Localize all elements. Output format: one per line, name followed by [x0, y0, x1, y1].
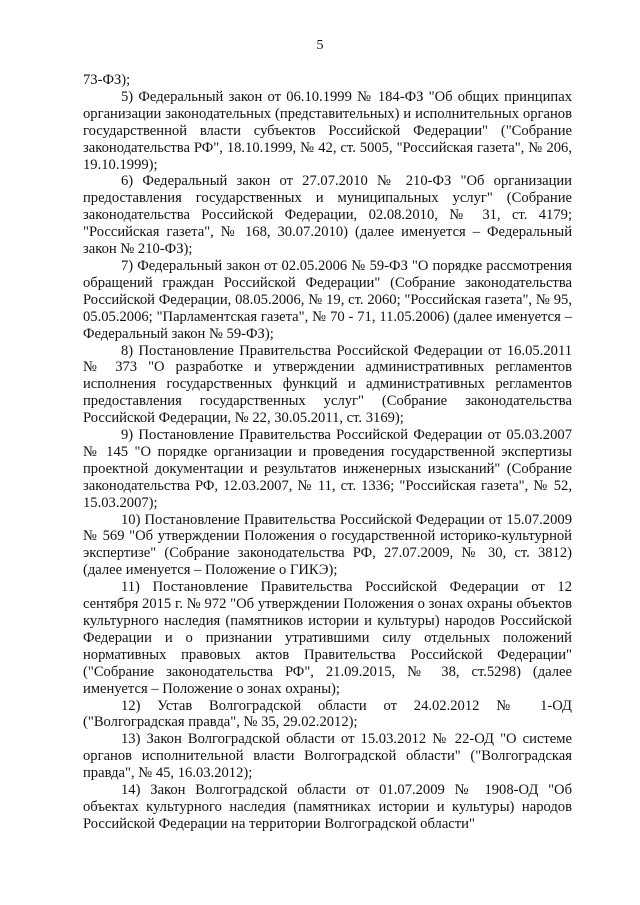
- paragraph-item-10: 10) Постановление Правительства Российской Федерации от 15.07.2009 № 569 "Об утверждении Положения о государственной историко-культурной экспертизе" (Собрание законодательства РФ, 27.07.2009, № 30, ст. 3812) (далее именуется – Положение о ГИКЭ);: [83, 511, 572, 579]
- paragraph-item-7: 7) Федеральный закон от 02.05.2006 № 59-ФЗ "О порядке рассмотрения обращений граждан Российской Федерации" (Собрание законодательства Российской Федерации, 08.05.2006, № 19, ст. 2060; "Российская газета", № 95, 05.05.2006; "Парламентская газета", № 70 - 71, 11.05.2006) (далее именуется – Федеральный закон № 59-ФЗ);: [83, 257, 572, 342]
- page-number: 5: [316, 38, 324, 53]
- document-body: [83, 72, 572, 833]
- paragraph-continuation: 73-ФЗ);: [83, 72, 131, 88]
- paragraph-item-9: 9) Постановление Правительства Российской Федерации от 05.03.2007 № 145 "О порядке организации и проведения государственной экспертизы проектной документации и результатов инженерных изысканий" (Собрание законодательства РФ, 12.03.2007, № 11, ст. 1336; "Российская газета", № 52, 15.03.2007);: [83, 427, 572, 511]
- paragraph-item-14: 14) Закон Волгоградской области от 01.07.2009 № 1908-ОД "Об объектах культурного наследия (памятниках истории и культуры) народов Российской Федерации на территории Волгоградской области": [83, 782, 572, 832]
- paragraph-item-13: 13) Закон Волгоградской области от 15.03.2012 № 22-ОД "О системе органов исполнительной власти Волгоградской области" ("Волгоградская правда", № 45, 16.03.2012);: [83, 731, 572, 782]
- paragraph-item-12: 12) Устав Волгоградской области от 24.02.2012 № 1-ОД ("Волгоградская правда", № 35, 29.02.2012);: [83, 697, 572, 731]
- paragraph-item-5: 5) Федеральный закон от 06.10.1999 № 184-ФЗ "Об общих принципах организации законодательных (представительных) и исполнительных органов государственной власти субъектов Российской Федерации" ("Собрание законодательства РФ", 18.10.1999, № 42, ст. 5005, "Российская газета", № 206, 19.10.1999);: [83, 88, 572, 173]
- paragraph-item-6: 6) Федеральный закон от 27.07.2010 № 210-ФЗ "Об организации предоставления государственных и муниципальных услуг" (Собрание законодательства Российской Федерации, 02.08.2010, № 31, ст. 4179; "Российская газета", № 168, 30.07.2010) (далее именуется – Федеральный закон № 210-ФЗ);: [83, 173, 572, 258]
- paragraph-item-8: 8) Постановление Правительства Российской Федерации от 16.05.2011 № 373 "О разработке и утверждении административных регламентов исполнения государственных функций и административных регламентов предоставления государственных услуг" (Собрание законодательства Российской Федерации, № 22, 30.05.2011, ст. 3169);: [83, 342, 572, 427]
- paragraph-item-11: 11) Постановление Правительства Российской Федерации от 12 сентября 2015 г. № 972 "Об утверждении Положения о зонах охраны объектов культурного наследия (памятников истории и культуры) народов Российской Федерации и о признании утратившими силу отдельных положений нормативных правовых актов Правительства Российской Федерации" ("Собрание законодательства РФ", 21.09.2015, № 38, ст.5298) (далее именуется – Положение о зонах охраны);: [83, 579, 572, 697]
